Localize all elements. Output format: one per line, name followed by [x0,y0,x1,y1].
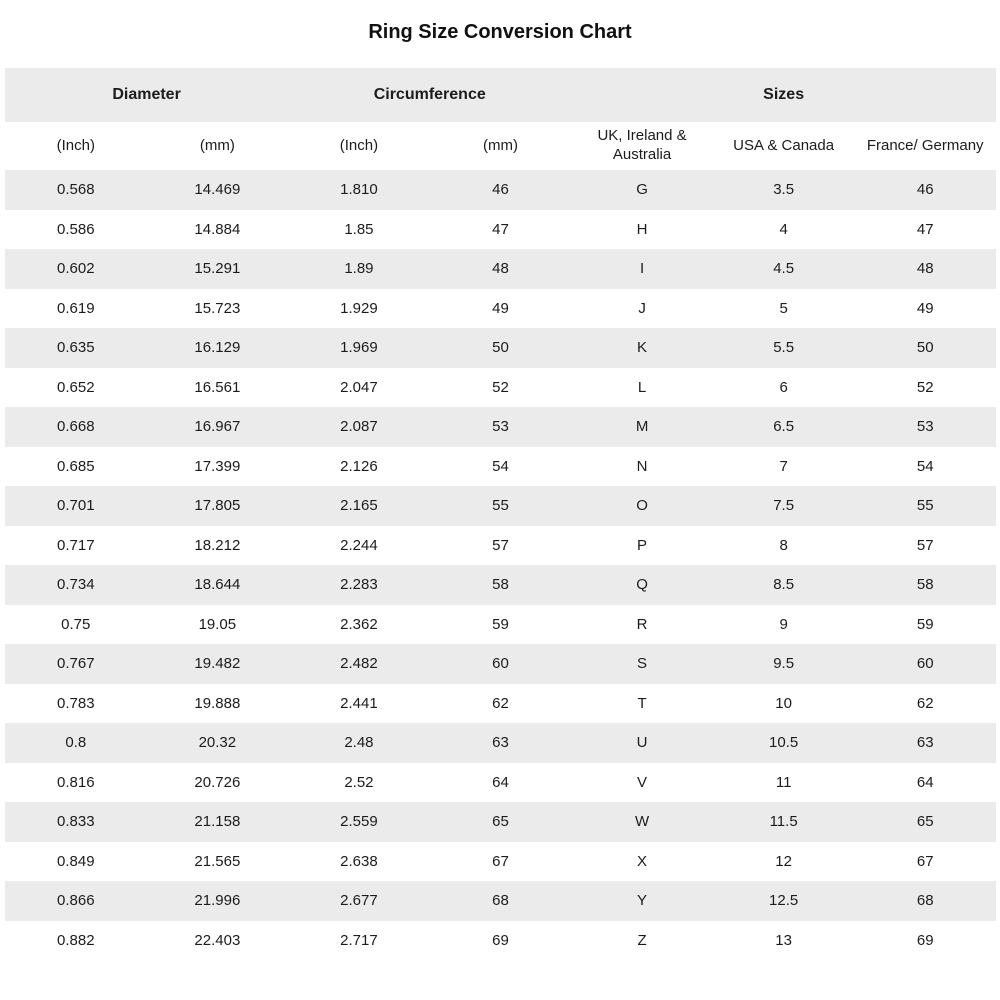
table-cell: 0.833 [57,813,95,831]
table-cell: 6 [779,378,788,396]
table-cell: 1.929 [340,299,378,317]
table-cell: 20.32 [198,734,237,752]
table-cell: 1.810 [340,181,378,199]
table-cell: 49 [492,299,509,317]
table-cell: 62 [492,694,509,712]
table-cell: 57 [492,536,509,554]
column-header-france-germany [854,122,996,170]
table-cell: 2.48 [344,734,374,752]
table-row [5,368,996,408]
table-cell: 8.5 [773,576,795,594]
table-cell: Y [637,892,648,910]
table-cell: 0.685 [57,457,95,475]
table-row [5,170,996,210]
table-cell: I [639,260,645,278]
table-cell: 9 [779,615,788,633]
table-cell: 19.482 [194,655,241,673]
table-cell: 67 [916,852,934,870]
table-cell: 21.158 [194,813,241,831]
table-cell: 2.283 [340,576,378,594]
table-cell: 50 [492,339,509,357]
table-cell: 60 [492,655,509,673]
table-row [5,447,996,487]
table-row [5,210,996,250]
table-cell: 55 [492,497,509,515]
table-cell: T [637,694,647,712]
table-cell: 2.126 [340,457,378,475]
table-cell: 17.399 [194,457,241,475]
column-header-label: (Inch) [56,136,95,154]
table-cell: 46 [492,181,509,199]
table-cell: 2.52 [344,773,374,791]
table-cell: 19.888 [194,694,241,712]
table-cell: 57 [916,536,934,554]
table-cell: 59 [492,615,509,633]
table-cell: G [636,181,648,199]
table-cell: P [637,536,648,554]
column-header-label: France/ Germany [866,136,984,154]
table-cell: 55 [916,497,934,515]
group-header-circumference: Circumference [373,86,486,103]
table-cell: 22.403 [194,931,241,949]
table-cell: R [636,615,648,633]
table-cell: 4 [779,220,788,238]
table-cell: 4.5 [773,260,795,278]
table-cell: 67 [492,852,509,870]
table-cell: 8 [779,536,788,554]
table-row [5,565,996,605]
table-cell: 20.726 [194,773,241,791]
table-cell: K [637,339,648,357]
table-cell: N [636,457,648,475]
table-cell: Z [637,931,647,949]
table-cell: S [637,655,648,673]
table-cell: 69 [916,931,934,949]
table-cell: X [637,852,648,870]
table-cell: 5 [779,299,788,317]
table-cell: 2.047 [340,378,378,396]
table-cell: 2.362 [340,615,378,633]
table-cell: 0.668 [57,418,95,436]
table-cell: M [635,418,649,436]
table-cell: 52 [492,378,509,396]
table-cell: 10 [775,694,792,712]
table-cell: 0.8 [65,734,87,752]
table-cell: 54 [916,457,934,475]
table-cell: 14.469 [194,181,241,199]
table-cell: 0.882 [57,931,95,949]
table-row [5,684,996,724]
table-cell: 48 [492,260,509,278]
table-cell: 1.89 [344,260,374,278]
table-row [5,407,996,447]
table-cell: 64 [916,773,934,791]
table-cell: 0.767 [57,655,95,673]
table-row [5,289,996,329]
column-header-label: (mm) [199,136,235,154]
table-cell: 2.244 [340,536,378,554]
table-cell: 63 [916,734,934,752]
table-cell: 53 [492,418,509,436]
column-header-usa-canada [713,122,855,170]
table-cell: W [634,813,650,831]
table-cell: 16.561 [194,378,241,396]
table-cell: 2.677 [340,892,378,910]
group-header-diameter: Diameter [112,86,181,103]
column-header-diameter-inch [5,122,147,170]
table-row [5,802,996,842]
table-cell: 16.129 [194,339,241,357]
table-cell: Q [636,576,648,594]
table-cell: 7.5 [773,497,795,515]
table-cell: 2.717 [340,931,378,949]
table-row [5,881,996,921]
table-row [5,328,996,368]
table-cell: O [636,497,648,515]
table-cell: 0.635 [57,339,95,357]
table-cell: 48 [916,260,934,278]
table-cell: 16.967 [194,418,241,436]
table-cell: 2.087 [340,418,378,436]
table-cell: 65 [492,813,509,831]
table-row [5,486,996,526]
table-cell: 49 [916,299,934,317]
table-row [5,249,996,289]
table-cell: H [636,220,648,238]
table-cell: 11.5 [769,813,798,831]
column-header-circumference-mm [430,122,572,170]
table-cell: 47 [916,220,934,238]
column-header-label: (Inch) [339,136,379,154]
table-cell: 0.586 [57,220,95,238]
table-cell: 11 [775,773,792,791]
table-cell: 46 [916,181,934,199]
group-header-sizes: Sizes [763,86,805,103]
table-row [5,526,996,566]
table-cell: 63 [492,734,509,752]
table-cell: 12 [775,852,792,870]
table-cell: 2.638 [340,852,378,870]
table-cell: 19.05 [198,615,237,633]
table-cell: 52 [916,378,934,396]
table-cell: 17.805 [194,497,241,515]
table-cell: J [638,299,646,317]
table-cell: 53 [916,418,934,436]
column-header-label: USA & Canada [733,136,835,154]
table-cell: 2.441 [340,694,378,712]
table-cell: 1.969 [340,339,378,357]
table-cell: 69 [492,931,509,949]
table-cell: 13 [775,931,792,949]
table-cell: 68 [916,892,934,910]
column-header-diameter-mm [147,122,289,170]
ring-size-conversion-table [5,68,996,960]
table-cell: 50 [916,339,934,357]
table-cell: 0.619 [57,299,95,317]
column-header-label: (mm) [483,136,518,154]
table-cell: 0.849 [57,852,95,870]
table-cell: 47 [492,220,509,238]
table-cell: 9.5 [773,655,795,673]
table-cell: 65 [916,813,934,831]
table-cell: 2.165 [340,497,378,515]
table-group-header-row [5,68,996,122]
column-header-label: UK, Ireland & Australia [597,127,687,163]
table-cell: 54 [492,457,509,475]
table-cell: 15.291 [194,260,241,278]
page-title: Ring Size Conversion Chart [368,21,632,43]
table-cell: 14.884 [194,220,241,238]
table-cell: 18.644 [194,576,241,594]
table-row [5,723,996,763]
table-cell: 58 [916,576,934,594]
table-cell: 62 [916,694,934,712]
table-cell: 15.723 [194,299,241,317]
table-row [5,644,996,684]
table-column-header-row [5,122,996,170]
table-cell: V [637,773,648,791]
table-cell: 59 [916,615,934,633]
table-cell: 3.5 [773,181,795,199]
column-header-uk-ireland-australia [571,122,713,170]
table-cell: 0.701 [57,497,95,515]
table-row [5,605,996,645]
table-cell: 0.717 [57,536,95,554]
table-cell: 1.85 [344,220,374,238]
table-cell: 0.75 [61,615,91,633]
column-header-circumference-inch [288,122,430,170]
table-cell: 0.734 [57,576,95,594]
table-row [5,842,996,882]
table-cell: 6.5 [773,418,795,436]
table-cell: 2.482 [340,655,378,673]
table-cell: 5.5 [773,339,795,357]
table-body [5,170,996,960]
table-cell: 21.996 [194,892,241,910]
table-cell: 0.866 [57,892,95,910]
table-cell: 21.565 [194,852,241,870]
table-cell: 7 [779,457,788,475]
table-row [5,763,996,803]
table-cell: L [637,378,647,396]
table-cell: 10.5 [769,734,799,752]
table-cell: U [636,734,648,752]
table-row [5,921,996,961]
table-cell: 0.602 [57,260,95,278]
table-cell: 0.783 [57,694,95,712]
table-cell: 18.212 [194,536,241,554]
table-cell: 58 [492,576,509,594]
table-cell: 12.5 [769,892,799,910]
table-cell: 68 [492,892,509,910]
table-cell: 0.652 [57,378,95,396]
table-cell: 0.816 [57,773,95,791]
table-cell: 64 [492,773,509,791]
table-cell: 60 [916,655,934,673]
table-cell: 2.559 [340,813,378,831]
table-cell: 0.568 [57,181,95,199]
